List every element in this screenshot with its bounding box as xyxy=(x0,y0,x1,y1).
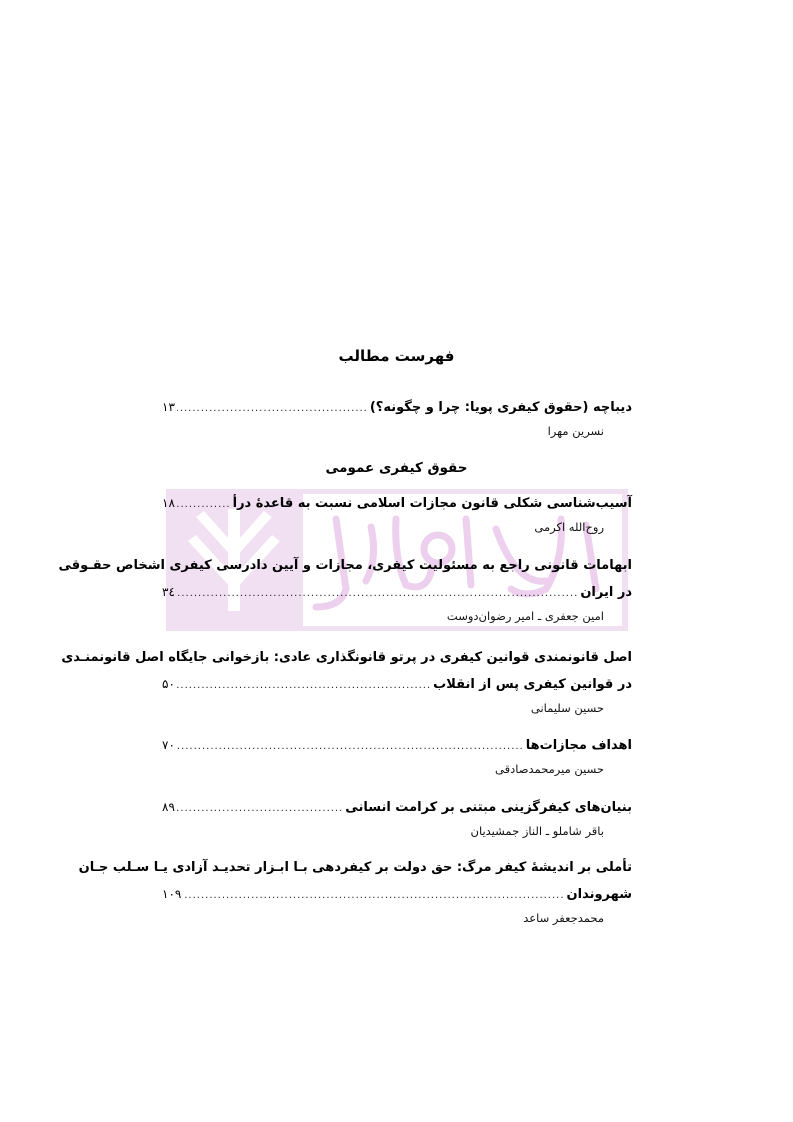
toc-entry-title-line[interactable] xyxy=(162,394,632,420)
page-title: فهرست مطالب xyxy=(338,347,455,365)
toc-preface xyxy=(162,394,632,442)
leader-dots xyxy=(177,734,524,760)
toc-entry-title-line[interactable] xyxy=(162,794,632,820)
page-number: ۷۰ xyxy=(162,738,175,752)
toc-entry-title: اصل قانونمندی قوانین کیفری در پرتو قانونگذاری عادی: بازخوانی جایگاه اصل قانونمنـدی xyxy=(61,650,632,665)
toc-entry-title: تأملی بر اندیشهٔ کیفر مرگ: حق دولت بر کیفردهی بـا ابـزار تحدیـد آزادی یـا سـلب جـان xyxy=(78,860,632,875)
page-number: ۱۳ xyxy=(162,400,175,414)
toc-entry-title-line[interactable] xyxy=(162,881,632,907)
leader-dots xyxy=(177,796,343,822)
toc-entry-title: دیباچه (حقوق کیفری پویا: چرا و چگونه؟) xyxy=(369,400,632,415)
toc-entry-title-line[interactable] xyxy=(58,553,632,579)
leader-dots xyxy=(177,673,431,699)
toc-entry-title: ابهامات قانونی راجع به مسئولیت کیفری، مجازات و آیین دادرسی کیفری اشخاص حقـوقی xyxy=(58,558,632,573)
toc-entry-title-line[interactable] xyxy=(162,671,632,697)
leader-dots xyxy=(183,883,564,909)
toc-entry xyxy=(162,732,632,780)
page-number: ۱۸ xyxy=(162,496,175,510)
toc-entry-title-line[interactable] xyxy=(78,855,632,881)
section-title: حقوق کیفری عمومی xyxy=(325,460,468,476)
toc-entry-title: اهداف مجازات‌ها xyxy=(525,738,632,753)
toc-entry xyxy=(61,645,632,719)
toc-entry-title: شهروندان xyxy=(566,887,632,902)
toc-entry-author: حسین میرمحمدصادقی xyxy=(495,762,604,776)
toc-entry-title: در قوانین کیفری پس از انقلاب xyxy=(433,677,632,692)
page-number: ۵۰ xyxy=(162,677,175,691)
page-number: ۱۰۹ xyxy=(162,887,182,901)
page-number: ۸۹ xyxy=(162,800,175,814)
toc-entry-author: امین جعفری ـ امیر رضوان‌دوست xyxy=(446,609,604,623)
toc-entry-author: محمدجعفر ساعد xyxy=(523,911,604,925)
toc-entry-title-line[interactable] xyxy=(162,579,632,605)
toc-entry-author: حسین سلیمانی xyxy=(530,701,604,715)
toc-entry xyxy=(58,553,632,627)
toc-entry-author: روح‌الله اکرمی xyxy=(534,520,604,534)
toc-entry xyxy=(162,794,632,842)
leader-dots xyxy=(177,492,231,518)
leader-dots xyxy=(177,396,368,422)
leader-dots xyxy=(177,581,578,607)
toc-entry xyxy=(78,855,632,929)
toc-entry-title-line[interactable] xyxy=(61,645,632,671)
toc-entry-title: در ایران xyxy=(580,585,632,600)
toc-entry-title: آسیب‌شناسی شکلی قانون مجازات اسلامی نسبت به قاعدهٔ درأ xyxy=(232,496,632,511)
toc-entry xyxy=(162,490,632,538)
toc-entry-title-line[interactable] xyxy=(162,490,632,516)
page-number: ۳٤ xyxy=(162,585,175,599)
toc-entry-author: باقر شاملو ـ الناز جمشیدیان xyxy=(470,824,604,838)
toc-entry-title-line[interactable] xyxy=(162,732,632,758)
toc-entry-author: نسرین مهرا xyxy=(547,424,604,438)
toc-entry-title: بنیان‌های کیفرگزینی مبتنی بر کرامت انسانی xyxy=(345,800,632,815)
